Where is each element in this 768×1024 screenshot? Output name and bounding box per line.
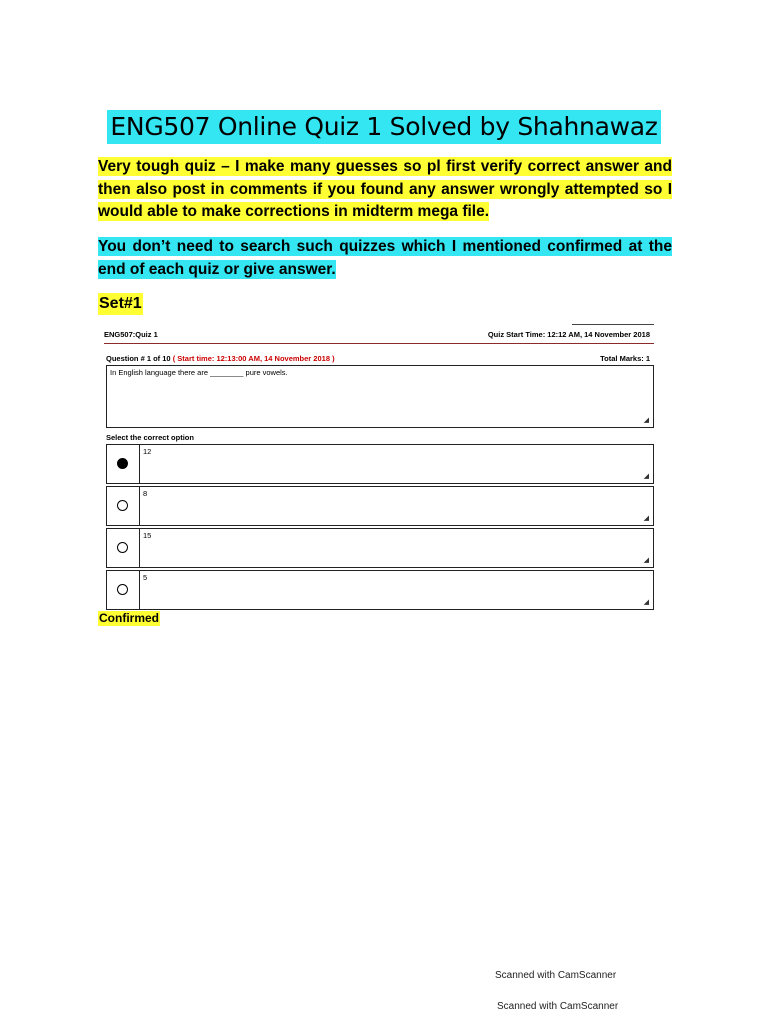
- radio-empty-icon[interactable]: [117, 584, 128, 595]
- quiz-screenshot: [104, 322, 654, 612]
- intro-paragraph-2: [98, 236, 672, 281]
- resize-handle-icon: ◢: [643, 417, 649, 424]
- quiz-course: ENG507:Quiz 1: [104, 330, 158, 339]
- select-option-label: Select the correct option: [106, 433, 194, 442]
- option-value: 5: [143, 573, 148, 582]
- title-wrap: [0, 110, 768, 144]
- intro-paragraph-1: [98, 156, 672, 224]
- radio-empty-icon[interactable]: [117, 542, 128, 553]
- option-value: 8: [143, 489, 148, 498]
- resize-handle-icon: ◢: [643, 473, 649, 480]
- resize-handle-icon: ◢: [643, 599, 649, 606]
- resize-handle-icon: ◢: [643, 557, 649, 564]
- quiz-start-time: Quiz Start Time: 12:12 AM, 14 November 2018: [487, 330, 650, 339]
- question-header: [106, 354, 654, 363]
- header-rule: [104, 343, 654, 344]
- option-value: 12: [143, 447, 152, 456]
- option-value: 15: [143, 531, 152, 540]
- question-start-time: ( Start time: 12:13:00 AM, 14 November 2018 ): [172, 354, 335, 363]
- radio-empty-icon[interactable]: [117, 500, 128, 511]
- set-label: Set#1: [98, 293, 143, 315]
- radio-selected-icon[interactable]: [117, 458, 128, 469]
- radio-cell: [107, 571, 140, 609]
- question-text: In English language there are ________ pure vowels.: [110, 368, 288, 377]
- radio-cell: [107, 487, 140, 525]
- intro-text-1: Very tough quiz – I make many guesses so pl first verify correct answer and then also post in comments if you found any answer wrongly attempted so I would able to make corrections in midterm mega file.: [98, 158, 672, 221]
- resize-handle-icon: ◢: [643, 515, 649, 522]
- scanner-watermark: Scanned with CamScanner: [495, 970, 617, 981]
- option-row[interactable]: [106, 444, 654, 484]
- option-row[interactable]: [106, 528, 654, 568]
- quiz-header: [104, 330, 654, 339]
- question-box: [106, 365, 654, 428]
- intro-text-2: You don’t need to search such quizzes which I mentioned confirmed at the end of each quiz or give answer.: [98, 238, 672, 278]
- question-number: Question # 1 of 10: [106, 354, 171, 363]
- option-row[interactable]: [106, 570, 654, 610]
- scanner-watermark: Scanned with CamScanner: [497, 1001, 619, 1012]
- option-row[interactable]: [106, 486, 654, 526]
- total-marks: Total Marks: 1: [600, 354, 650, 363]
- top-divider: [572, 324, 654, 325]
- confirmed-label: Confirmed: [99, 611, 159, 625]
- radio-cell: [107, 445, 140, 483]
- radio-cell: [107, 529, 140, 567]
- page-title: ENG507 Online Quiz 1 Solved by Shahnawaz: [107, 110, 660, 144]
